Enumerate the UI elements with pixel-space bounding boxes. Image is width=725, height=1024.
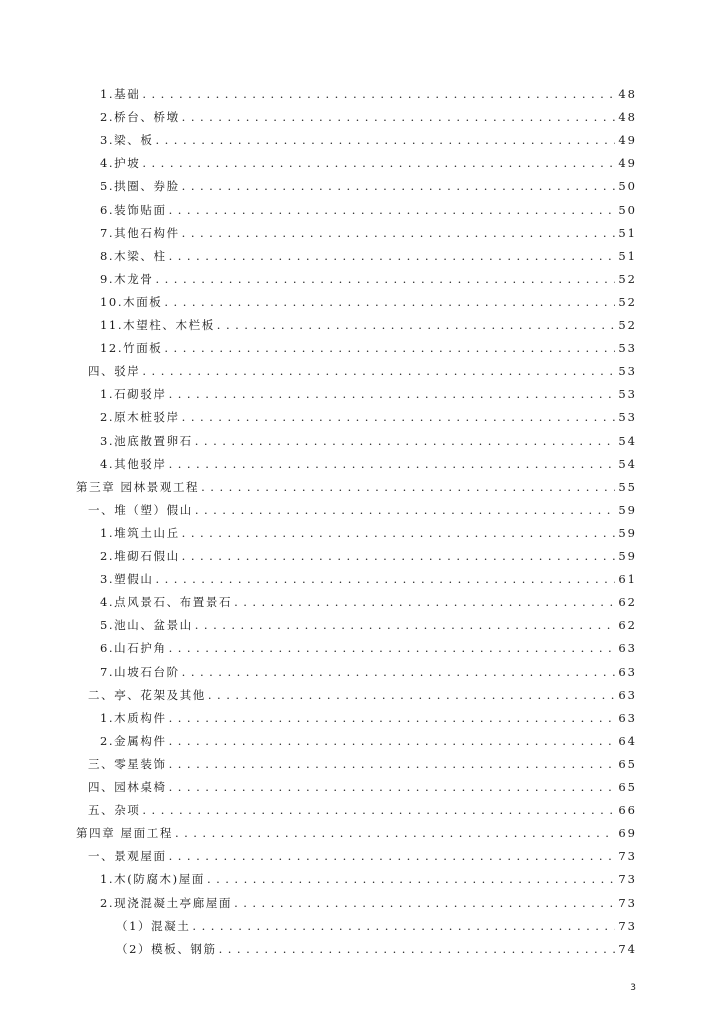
dot-leader — [192, 919, 615, 933]
toc-entry-title: 一、景观屋面 — [88, 849, 167, 863]
toc-entry-page: 59 — [618, 503, 637, 517]
toc-entry-title: （1）混凝土 — [116, 919, 191, 933]
toc-entry-page: 53 — [618, 341, 637, 355]
toc-entry[interactable] — [100, 448, 637, 471]
toc-entry-title: 5.拱圈、券脸 — [100, 179, 180, 193]
dot-leader — [182, 410, 616, 424]
toc-entry[interactable] — [100, 78, 637, 101]
toc-entry[interactable] — [100, 147, 637, 170]
dot-leader — [182, 179, 616, 193]
dot-leader — [164, 295, 615, 309]
dot-leader — [208, 688, 615, 702]
toc-entry-title: 8.木梁、柱 — [100, 249, 167, 263]
toc-entry-page: 69 — [618, 826, 637, 840]
toc-entry-title: 2.原木桩驳岸 — [100, 410, 180, 424]
toc-entry-title: 4.护坡 — [100, 156, 141, 170]
toc-entry-title: 四、驳岸 — [88, 364, 141, 378]
toc-entry[interactable] — [100, 194, 637, 217]
toc-entry[interactable] — [88, 679, 637, 702]
toc-entry-title: 4.点风景石、布置景石 — [100, 595, 233, 609]
toc-entry-page: 73 — [618, 896, 637, 910]
toc-entry[interactable] — [116, 910, 637, 933]
toc-entry-page: 66 — [618, 803, 637, 817]
toc-entry[interactable] — [100, 286, 637, 309]
toc-entry[interactable] — [88, 771, 637, 794]
dot-leader — [142, 364, 615, 378]
toc-entry-page: 52 — [618, 295, 637, 309]
toc-entry-page: 63 — [618, 688, 637, 702]
dot-leader — [164, 341, 615, 355]
dot-leader — [175, 826, 615, 840]
toc-entry[interactable] — [100, 586, 637, 609]
toc-entry[interactable] — [100, 863, 637, 886]
toc-entry-page: 49 — [618, 156, 637, 170]
dot-leader — [169, 457, 616, 471]
dot-leader — [169, 734, 616, 748]
toc-entry[interactable] — [76, 471, 637, 494]
toc-entry[interactable] — [100, 563, 637, 586]
toc-entry-title: 6.山石护角 — [100, 641, 167, 655]
toc-entry[interactable] — [100, 609, 637, 632]
toc-entry-page: 52 — [618, 318, 637, 332]
dot-leader — [169, 711, 616, 725]
toc-entry-title: 第四章 屋面工程 — [76, 826, 173, 840]
toc-entry-page: 64 — [618, 734, 637, 748]
dot-leader — [182, 526, 616, 540]
toc-entry-page: 62 — [618, 618, 637, 632]
toc-entry[interactable] — [116, 933, 637, 956]
toc-entry[interactable] — [88, 794, 637, 817]
toc-entry-page: 51 — [618, 226, 637, 240]
dot-leader — [169, 249, 616, 263]
page-number: 3 — [630, 983, 636, 993]
toc-entry-title: 一、堆（塑）假山 — [88, 503, 193, 517]
toc-entry-title: 1.木质构件 — [100, 711, 167, 725]
toc-entry-page: 73 — [618, 849, 637, 863]
toc-entry-page: 59 — [618, 526, 637, 540]
dot-leader — [234, 896, 615, 910]
toc-entry[interactable] — [100, 217, 637, 240]
toc-entry[interactable] — [100, 101, 637, 124]
toc-entry-title: 9.木龙骨 — [100, 272, 154, 286]
toc-entry-title: 7.其他石构件 — [100, 226, 180, 240]
toc-entry-page: 50 — [618, 179, 637, 193]
toc-entry-page: 51 — [618, 249, 637, 263]
toc-entry-page: 54 — [618, 457, 637, 471]
toc-entry[interactable] — [100, 124, 637, 147]
toc-entry-title: 1.石砌驳岸 — [100, 387, 167, 401]
dot-leader — [155, 272, 615, 286]
toc-entry-title: 4.其他驳岸 — [100, 457, 167, 471]
toc-entry-page: 73 — [618, 872, 637, 886]
toc-entry-page: 62 — [618, 595, 637, 609]
toc-entry-title: 3.梁、板 — [100, 133, 154, 147]
dot-leader — [195, 434, 616, 448]
dot-leader — [142, 87, 615, 101]
toc-entry-page: 74 — [618, 942, 637, 956]
toc-entry-page: 48 — [618, 110, 637, 124]
toc-entry[interactable] — [100, 425, 637, 448]
toc-entry[interactable] — [100, 725, 637, 748]
toc-entry-page: 53 — [618, 387, 637, 401]
toc-entry-page: 54 — [618, 434, 637, 448]
toc-entry[interactable] — [100, 240, 637, 263]
dot-leader — [169, 757, 616, 771]
toc-entry-title: 1.木(防腐木)屋面 — [100, 872, 205, 886]
toc-entry-page: 52 — [618, 272, 637, 286]
toc-entry[interactable] — [76, 817, 637, 840]
toc-entry-page: 73 — [618, 919, 637, 933]
toc-entry[interactable] — [88, 748, 637, 771]
toc-entry-page: 65 — [618, 780, 637, 794]
toc-entry-title: 12.竹面板 — [100, 341, 163, 355]
toc-entry-page: 53 — [618, 364, 637, 378]
dot-leader — [195, 503, 616, 517]
dot-leader — [142, 156, 615, 170]
toc-entry[interactable] — [100, 887, 637, 910]
dot-leader — [219, 942, 616, 956]
toc-entry-page: 48 — [618, 87, 637, 101]
toc-entry[interactable] — [100, 378, 637, 401]
toc-entry-page: 63 — [618, 665, 637, 679]
toc-entry-title: 四、园林桌椅 — [88, 780, 167, 794]
toc-entry[interactable] — [100, 309, 637, 332]
toc-entry-title: 1.堆筑土山丘 — [100, 526, 180, 540]
toc-entry-title: 2.现浇混凝土亭廊屋面 — [100, 896, 233, 910]
toc-entry-title: 第三章 园林景观工程 — [76, 480, 200, 494]
dot-leader — [182, 665, 616, 679]
dot-leader — [155, 133, 615, 147]
toc-entry-title: 2.桥台、桥墩 — [100, 110, 180, 124]
dot-leader — [201, 480, 615, 494]
toc-entry[interactable] — [100, 332, 637, 355]
toc-entry-title: 3.塑假山 — [100, 572, 154, 586]
dot-leader — [207, 872, 615, 886]
dot-leader — [169, 780, 616, 794]
toc-entry-title: 5.池山、盆景山 — [100, 618, 193, 632]
toc-entry[interactable] — [100, 540, 637, 563]
dot-leader — [217, 318, 616, 332]
toc-entry-page: 63 — [618, 711, 637, 725]
dot-leader — [182, 549, 616, 563]
toc-entry-title: 7.山坡石台阶 — [100, 665, 180, 679]
toc-entry-page: 65 — [618, 757, 637, 771]
dot-leader — [169, 849, 616, 863]
toc-entry-title: 1.基础 — [100, 87, 141, 101]
toc-entry-title: 11.木望柱、木栏板 — [100, 318, 215, 332]
toc-entry-title: 三、零星装饰 — [88, 757, 167, 771]
toc-entry[interactable] — [100, 656, 637, 679]
toc-entry[interactable] — [100, 170, 637, 193]
toc-entry-page: 50 — [618, 203, 637, 217]
toc-entry[interactable] — [100, 702, 637, 725]
toc-entry[interactable] — [100, 401, 637, 424]
toc-entry-title: 10.木面板 — [100, 295, 163, 309]
dot-leader — [182, 110, 616, 124]
dot-leader — [169, 387, 616, 401]
toc-entry[interactable] — [88, 840, 637, 863]
toc-entry-title: 2.金属构件 — [100, 734, 167, 748]
toc-entry-page: 59 — [618, 549, 637, 563]
toc-entry-title: 二、亭、花架及其他 — [88, 688, 206, 702]
dot-leader — [142, 803, 615, 817]
dot-leader — [195, 618, 616, 632]
toc-entry[interactable] — [88, 494, 637, 517]
toc-entry-title: 2.堆砌石假山 — [100, 549, 180, 563]
toc-entry-page: 53 — [618, 410, 637, 424]
toc-entry-title: 五、杂项 — [88, 803, 141, 817]
toc-entry-page: 55 — [618, 480, 637, 494]
dot-leader — [234, 595, 615, 609]
toc-entry-page: 61 — [618, 572, 637, 586]
dot-leader — [169, 203, 616, 217]
toc-entry-title: （2）模板、钢筋 — [116, 942, 217, 956]
toc-entry-title: 6.装饰贴面 — [100, 203, 167, 217]
toc-entry-page: 63 — [618, 641, 637, 655]
toc-entry[interactable] — [88, 355, 637, 378]
toc-entry-title: 3.池底散置卵石 — [100, 434, 193, 448]
toc-entry[interactable] — [100, 632, 637, 655]
dot-leader — [155, 572, 615, 586]
toc-entry[interactable] — [100, 517, 637, 540]
dot-leader — [169, 641, 616, 655]
toc-entry[interactable] — [100, 263, 637, 286]
toc-entry-page: 49 — [618, 133, 637, 147]
dot-leader — [182, 226, 616, 240]
